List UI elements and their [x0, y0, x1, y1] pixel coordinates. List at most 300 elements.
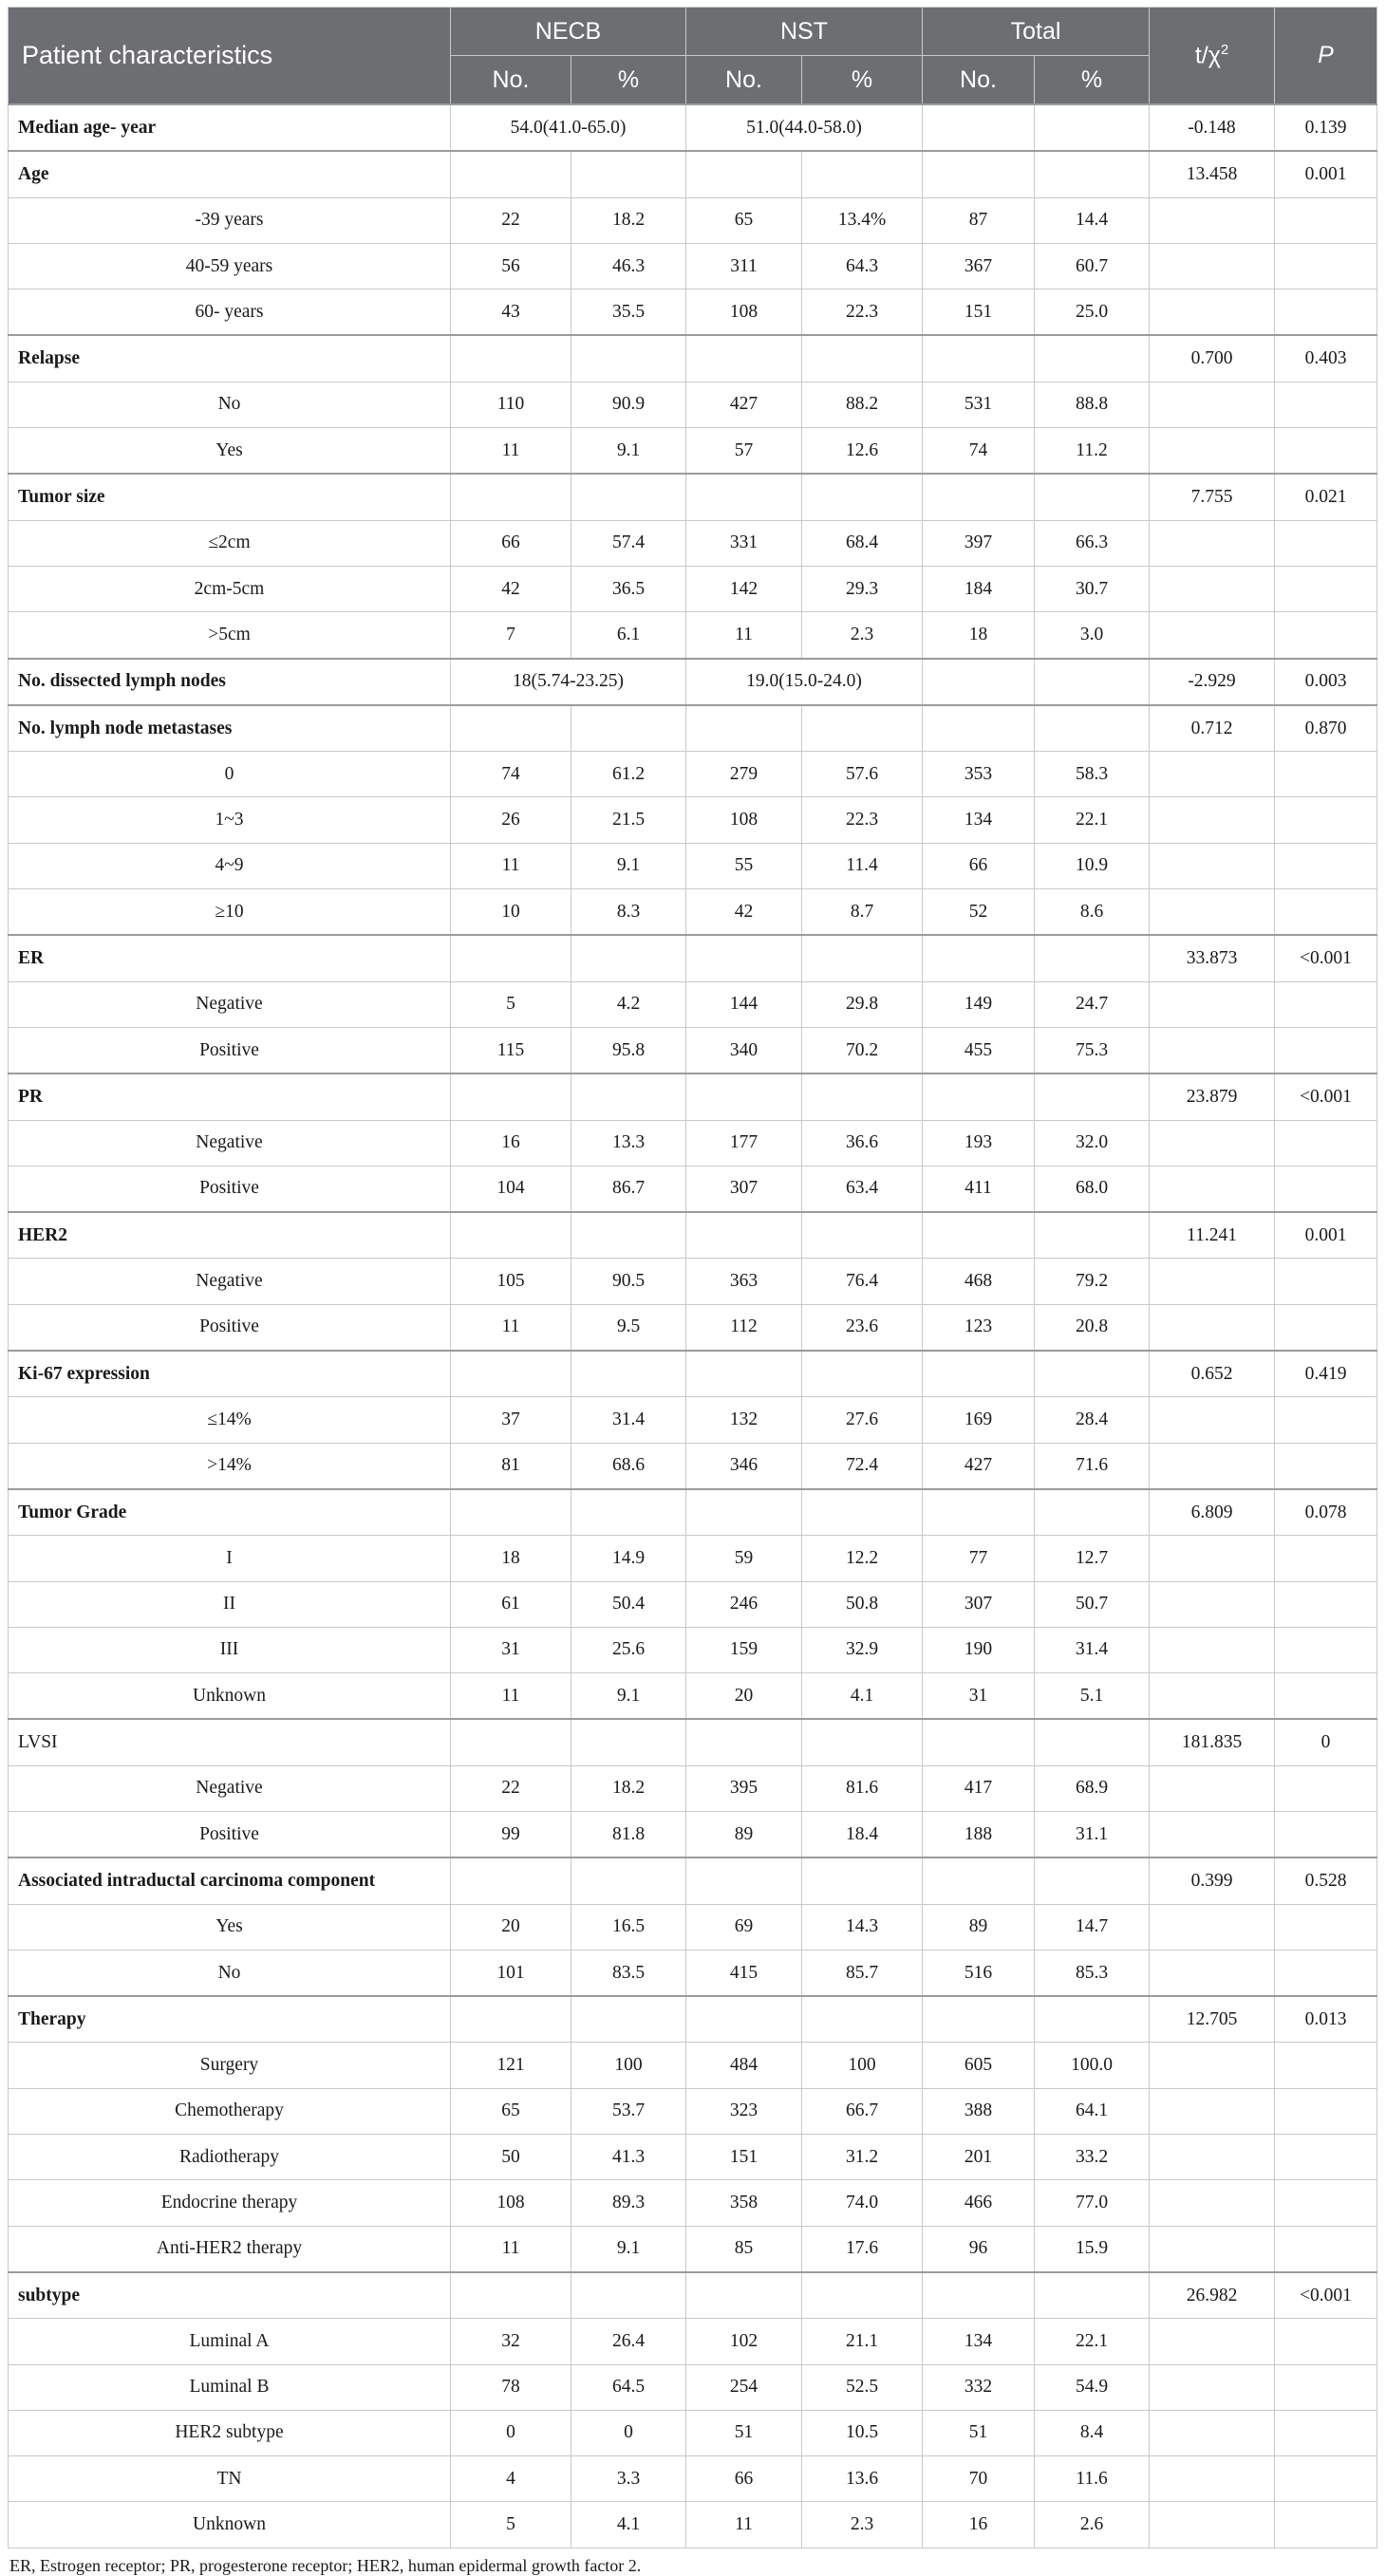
- section-row: [9, 705, 1377, 752]
- row-sublabel: Luminal B: [9, 2364, 451, 2410]
- cell-necb-no: 101: [451, 1950, 571, 1996]
- cell-total-no: 123: [923, 1304, 1035, 1351]
- cell-necb-no: [451, 935, 571, 981]
- cell-necb-pct: 53.7: [571, 2088, 686, 2134]
- cell-nst-no: [686, 1719, 802, 1765]
- table-row: [9, 2180, 1377, 2226]
- cell-p-value: [1275, 752, 1377, 797]
- cell-total-pct: 68.0: [1035, 1166, 1150, 1212]
- row-sublabel: III: [9, 1627, 451, 1672]
- cell-p-value: [1275, 797, 1377, 843]
- cell-statistic: 0.652: [1150, 1351, 1275, 1397]
- row-sublabel: Anti-HER2 therapy: [9, 2226, 451, 2272]
- cell-necb-no: 105: [451, 1259, 571, 1304]
- table-row: [9, 612, 1377, 659]
- cell-necb-no: 50: [451, 2135, 571, 2180]
- cell-p-value: [1275, 1027, 1377, 1073]
- cell-p-value: [1275, 1397, 1377, 1443]
- cell-total-no: 427: [923, 1443, 1035, 1489]
- cell-total-pct: [1035, 1996, 1150, 2043]
- cell-necb-no: [451, 1351, 571, 1397]
- cell-statistic: [1150, 2043, 1275, 2088]
- cell-statistic: [1150, 1166, 1275, 1212]
- cell-nst-pct: 27.6: [802, 1397, 923, 1443]
- cell-necb-pct: 6.1: [571, 612, 686, 659]
- cell-total-no: 31: [923, 1673, 1035, 1720]
- cell-nst-pct: 29.8: [802, 981, 923, 1027]
- cell-necb-no: 42: [451, 566, 571, 611]
- cell-statistic: 6.809: [1150, 1489, 1275, 1536]
- table-row: [9, 2043, 1377, 2088]
- cell-necb-summary: 54.0(41.0-65.0): [451, 104, 686, 151]
- cell-p-value: [1275, 612, 1377, 659]
- cell-nst-summary: 51.0(44.0-58.0): [686, 104, 923, 151]
- cell-p-value: [1275, 1166, 1377, 1212]
- cell-nst-pct: 85.7: [802, 1950, 923, 1996]
- cell-nst-pct: [802, 151, 923, 197]
- cell-total-pct: 66.3: [1035, 520, 1150, 566]
- cell-total-no: 16: [923, 2502, 1035, 2548]
- cell-necb-pct: 89.3: [571, 2180, 686, 2226]
- table-row: [9, 1304, 1377, 1351]
- cell-necb-no: 16: [451, 1120, 571, 1166]
- table-row: [9, 1581, 1377, 1627]
- table-row: [9, 197, 1377, 243]
- cell-nst-no: 112: [686, 1304, 802, 1351]
- cell-nst-no: 55: [686, 843, 802, 888]
- header-necb-no: No.: [451, 56, 571, 105]
- cell-necb-pct: 4.2: [571, 981, 686, 1027]
- cell-nst-pct: 12.2: [802, 1536, 923, 1581]
- cell-necb-no: 104: [451, 1166, 571, 1212]
- cell-nst-pct: [802, 1073, 923, 1120]
- cell-necb-pct: 4.1: [571, 2502, 686, 2548]
- cell-necb-no: [451, 1489, 571, 1536]
- cell-p-value: 0.403: [1275, 335, 1377, 382]
- cell-total-no: 468: [923, 1259, 1035, 1304]
- cell-nst-no: 108: [686, 797, 802, 843]
- cell-nst-no: [686, 1489, 802, 1536]
- cell-nst-pct: 72.4: [802, 1443, 923, 1489]
- cell-necb-no: 110: [451, 382, 571, 427]
- row-sublabel: 4~9: [9, 843, 451, 888]
- cell-nst-no: [686, 1351, 802, 1397]
- cell-necb-pct: 31.4: [571, 1397, 686, 1443]
- cell-total-no: [923, 104, 1035, 151]
- cell-total-pct: 54.9: [1035, 2364, 1150, 2410]
- section-row: [9, 1719, 1377, 1765]
- cell-p-value: [1275, 981, 1377, 1027]
- table-row: [9, 382, 1377, 427]
- section-row: [9, 151, 1377, 197]
- cell-p-value: [1275, 1673, 1377, 1720]
- table-row: [9, 1166, 1377, 1212]
- cell-nst-no: 65: [686, 197, 802, 243]
- table-body: [9, 104, 1377, 2548]
- table-row: [9, 2319, 1377, 2364]
- row-sublabel: >5cm: [9, 612, 451, 659]
- cell-nst-pct: [802, 335, 923, 382]
- cell-necb-pct: 25.6: [571, 1627, 686, 1672]
- cell-total-pct: 5.1: [1035, 1673, 1150, 1720]
- cell-total-pct: 20.8: [1035, 1304, 1150, 1351]
- cell-total-no: [923, 335, 1035, 382]
- section-row: [9, 1073, 1377, 1120]
- cell-total-pct: 22.1: [1035, 797, 1150, 843]
- row-sublabel: I: [9, 1536, 451, 1581]
- cell-total-no: 516: [923, 1950, 1035, 1996]
- cell-nst-no: [686, 705, 802, 752]
- cell-total-pct: [1035, 2272, 1150, 2319]
- cell-nst-pct: 57.6: [802, 752, 923, 797]
- cell-statistic: 23.879: [1150, 1073, 1275, 1120]
- cell-necb-no: 20: [451, 1904, 571, 1950]
- cell-total-no: 367: [923, 243, 1035, 289]
- section-row: [9, 104, 1377, 151]
- cell-total-no: [923, 659, 1035, 705]
- cell-necb-pct: [571, 935, 686, 981]
- section-row: [9, 2272, 1377, 2319]
- row-sublabel: 1~3: [9, 797, 451, 843]
- cell-statistic: 26.982: [1150, 2272, 1275, 2319]
- section-row: [9, 1996, 1377, 2043]
- cell-nst-no: 346: [686, 1443, 802, 1489]
- cell-p-value: 0.001: [1275, 1212, 1377, 1259]
- cell-total-pct: 85.3: [1035, 1950, 1150, 1996]
- cell-total-no: 18: [923, 612, 1035, 659]
- cell-total-pct: 14.4: [1035, 197, 1150, 243]
- cell-total-pct: 14.7: [1035, 1904, 1150, 1950]
- cell-total-pct: 15.9: [1035, 2226, 1150, 2272]
- header-group-necb: NECB: [451, 8, 686, 56]
- cell-total-no: 52: [923, 889, 1035, 936]
- cell-total-no: [923, 935, 1035, 981]
- cell-nst-pct: 74.0: [802, 2180, 923, 2226]
- row-label: Tumor Grade: [9, 1489, 451, 1536]
- cell-nst-no: 11: [686, 612, 802, 659]
- cell-statistic: [1150, 428, 1275, 475]
- cell-nst-no: [686, 1212, 802, 1259]
- cell-necb-summary: 18(5.74-23.25): [451, 659, 686, 705]
- cell-necb-no: 108: [451, 2180, 571, 2226]
- cell-nst-no: 144: [686, 981, 802, 1027]
- section-row: [9, 1351, 1377, 1397]
- cell-necb-no: 115: [451, 1027, 571, 1073]
- cell-p-value: [1275, 243, 1377, 289]
- table-row: [9, 1811, 1377, 1857]
- cell-total-no: [923, 1857, 1035, 1904]
- table-row: [9, 2502, 1377, 2548]
- cell-total-pct: 30.7: [1035, 566, 1150, 611]
- cell-statistic: [1150, 1536, 1275, 1581]
- cell-statistic: [1150, 2502, 1275, 2548]
- cell-nst-pct: 13.6: [802, 2456, 923, 2502]
- cell-p-value: 0: [1275, 1719, 1377, 1765]
- cell-nst-no: 484: [686, 2043, 802, 2088]
- cell-nst-no: 311: [686, 243, 802, 289]
- cell-total-no: 134: [923, 797, 1035, 843]
- row-sublabel: Positive: [9, 1166, 451, 1212]
- cell-statistic: [1150, 797, 1275, 843]
- cell-nst-no: 358: [686, 2180, 802, 2226]
- row-label: Tumor size: [9, 474, 451, 520]
- cell-p-value: [1275, 382, 1377, 427]
- cell-total-pct: 50.7: [1035, 1581, 1150, 1627]
- cell-statistic: 12.705: [1150, 1996, 1275, 2043]
- cell-nst-pct: [802, 1719, 923, 1765]
- table-row: [9, 289, 1377, 336]
- cell-nst-no: 89: [686, 1811, 802, 1857]
- cell-necb-no: [451, 1996, 571, 2043]
- cell-necb-no: 121: [451, 2043, 571, 2088]
- cell-nst-no: 254: [686, 2364, 802, 2410]
- cell-statistic: [1150, 1950, 1275, 1996]
- cell-p-value: [1275, 1627, 1377, 1672]
- row-label: HER2: [9, 1212, 451, 1259]
- cell-necb-no: 11: [451, 843, 571, 888]
- cell-necb-pct: 68.6: [571, 1443, 686, 1489]
- row-label: Median age- year: [9, 104, 451, 151]
- cell-necb-no: 11: [451, 428, 571, 475]
- cell-total-pct: 3.0: [1035, 612, 1150, 659]
- cell-p-value: [1275, 197, 1377, 243]
- cell-necb-no: 5: [451, 2502, 571, 2548]
- cell-total-no: 51: [923, 2410, 1035, 2455]
- cell-nst-pct: 36.6: [802, 1120, 923, 1166]
- cell-nst-pct: [802, 1489, 923, 1536]
- cell-p-value: <0.001: [1275, 1073, 1377, 1120]
- cell-total-pct: 2.6: [1035, 2502, 1150, 2548]
- cell-total-no: 96: [923, 2226, 1035, 2272]
- cell-necb-pct: [571, 1719, 686, 1765]
- cell-nst-no: 66: [686, 2456, 802, 2502]
- cell-p-value: [1275, 2135, 1377, 2180]
- cell-total-pct: 28.4: [1035, 1397, 1150, 1443]
- cell-p-value: [1275, 889, 1377, 936]
- table-row: [9, 889, 1377, 936]
- cell-necb-no: 37: [451, 1397, 571, 1443]
- cell-total-no: 466: [923, 2180, 1035, 2226]
- cell-p-value: [1275, 428, 1377, 475]
- cell-necb-no: 81: [451, 1443, 571, 1489]
- cell-total-no: [923, 474, 1035, 520]
- cell-statistic: [1150, 2319, 1275, 2364]
- cell-total-pct: [1035, 335, 1150, 382]
- cell-p-value: [1275, 2180, 1377, 2226]
- cell-total-pct: 12.7: [1035, 1536, 1150, 1581]
- cell-p-value: [1275, 1811, 1377, 1857]
- table-row: [9, 981, 1377, 1027]
- row-sublabel: Endocrine therapy: [9, 2180, 451, 2226]
- table-footnote: ER, Estrogen receptor; PR, progesterone receptor; HER2, human epidermal growth factor 2.: [9, 2555, 642, 2575]
- cell-nst-pct: 22.3: [802, 797, 923, 843]
- cell-nst-pct: [802, 2272, 923, 2319]
- section-row: [9, 935, 1377, 981]
- table-row: [9, 1443, 1377, 1489]
- cell-necb-no: 7: [451, 612, 571, 659]
- row-sublabel: 60- years: [9, 289, 451, 336]
- row-label: subtype: [9, 2272, 451, 2319]
- cell-necb-pct: 36.5: [571, 566, 686, 611]
- cell-total-pct: 25.0: [1035, 289, 1150, 336]
- cell-nst-pct: 22.3: [802, 289, 923, 336]
- cell-statistic: [1150, 889, 1275, 936]
- table-row: [9, 1627, 1377, 1672]
- cell-total-no: 531: [923, 382, 1035, 427]
- cell-p-value: [1275, 1950, 1377, 1996]
- header-group-total: Total: [923, 8, 1150, 56]
- cell-total-no: [923, 1489, 1035, 1536]
- table-row: [9, 1904, 1377, 1950]
- row-label: No. lymph node metastases: [9, 705, 451, 752]
- cell-nst-pct: 32.9: [802, 1627, 923, 1672]
- cell-p-value: 0.528: [1275, 1857, 1377, 1904]
- cell-statistic: [1150, 1811, 1275, 1857]
- row-sublabel: Positive: [9, 1811, 451, 1857]
- cell-necb-no: 4: [451, 2456, 571, 2502]
- cell-necb-no: [451, 1073, 571, 1120]
- cell-total-pct: 32.0: [1035, 1120, 1150, 1166]
- cell-total-no: 307: [923, 1581, 1035, 1627]
- cell-statistic: 0.399: [1150, 1857, 1275, 1904]
- row-sublabel: Radiotherapy: [9, 2135, 451, 2180]
- cell-total-no: 149: [923, 981, 1035, 1027]
- cell-necb-pct: 21.5: [571, 797, 686, 843]
- row-sublabel: Surgery: [9, 2043, 451, 2088]
- cell-total-pct: [1035, 659, 1150, 705]
- cell-total-no: [923, 1719, 1035, 1765]
- cell-nst-pct: [802, 1996, 923, 2043]
- cell-p-value: [1275, 843, 1377, 888]
- cell-total-no: 605: [923, 2043, 1035, 2088]
- cell-necb-pct: 3.3: [571, 2456, 686, 2502]
- cell-p-value: [1275, 2088, 1377, 2134]
- cell-necb-pct: 9.5: [571, 1304, 686, 1351]
- cell-necb-pct: 86.7: [571, 1166, 686, 1212]
- row-sublabel: Negative: [9, 1120, 451, 1166]
- cell-necb-pct: 95.8: [571, 1027, 686, 1073]
- cell-necb-no: 43: [451, 289, 571, 336]
- cell-statistic: [1150, 197, 1275, 243]
- cell-total-pct: [1035, 1073, 1150, 1120]
- cell-nst-no: 51: [686, 2410, 802, 2455]
- header-statistic: [1150, 8, 1275, 105]
- cell-total-no: 188: [923, 1811, 1035, 1857]
- cell-statistic: -2.929: [1150, 659, 1275, 705]
- cell-necb-no: 0: [451, 2410, 571, 2455]
- cell-necb-pct: [571, 2272, 686, 2319]
- cell-total-pct: [1035, 104, 1150, 151]
- cell-statistic: [1150, 520, 1275, 566]
- cell-necb-pct: 41.3: [571, 2135, 686, 2180]
- row-label: Ki-67 expression: [9, 1351, 451, 1397]
- cell-nst-no: 42: [686, 889, 802, 936]
- section-row: [9, 1857, 1377, 1904]
- header-statistic-sup: 2: [1220, 41, 1229, 58]
- cell-necb-pct: [571, 705, 686, 752]
- cell-necb-pct: [571, 1489, 686, 1536]
- cell-necb-pct: [571, 1351, 686, 1397]
- cell-necb-pct: 57.4: [571, 520, 686, 566]
- cell-necb-no: 22: [451, 197, 571, 243]
- cell-nst-no: 331: [686, 520, 802, 566]
- cell-p-value: [1275, 2319, 1377, 2364]
- cell-p-value: [1275, 2364, 1377, 2410]
- cell-necb-no: 10: [451, 889, 571, 936]
- row-sublabel: Yes: [9, 1904, 451, 1950]
- cell-nst-no: 108: [686, 289, 802, 336]
- cell-total-pct: 31.4: [1035, 1627, 1150, 1672]
- cell-total-pct: 75.3: [1035, 1027, 1150, 1073]
- cell-necb-no: [451, 1212, 571, 1259]
- cell-total-no: [923, 151, 1035, 197]
- cell-p-value: [1275, 1304, 1377, 1351]
- cell-necb-pct: 9.1: [571, 2226, 686, 2272]
- cell-total-no: 455: [923, 1027, 1035, 1073]
- table-row: [9, 2456, 1377, 2502]
- cell-total-no: 184: [923, 566, 1035, 611]
- cell-nst-pct: 12.6: [802, 428, 923, 475]
- cell-total-pct: 71.6: [1035, 1443, 1150, 1489]
- cell-nst-no: [686, 474, 802, 520]
- cell-statistic: 0.700: [1150, 335, 1275, 382]
- cell-p-value: 0.021: [1275, 474, 1377, 520]
- cell-total-pct: 22.1: [1035, 2319, 1150, 2364]
- cell-necb-pct: 9.1: [571, 1673, 686, 1720]
- cell-necb-no: 31: [451, 1627, 571, 1672]
- cell-necb-no: [451, 151, 571, 197]
- row-sublabel: HER2 subtype: [9, 2410, 451, 2455]
- cell-total-pct: 64.1: [1035, 2088, 1150, 2134]
- header-p-value: P: [1275, 8, 1377, 105]
- cell-nst-no: 69: [686, 1904, 802, 1950]
- cell-p-value: [1275, 1904, 1377, 1950]
- table-row: [9, 2135, 1377, 2180]
- cell-p-value: [1275, 2226, 1377, 2272]
- cell-necb-no: [451, 474, 571, 520]
- cell-nst-pct: [802, 935, 923, 981]
- cell-total-no: 66: [923, 843, 1035, 888]
- cell-nst-no: 363: [686, 1259, 802, 1304]
- cell-total-no: 74: [923, 428, 1035, 475]
- cell-statistic: [1150, 1304, 1275, 1351]
- cell-nst-pct: 66.7: [802, 2088, 923, 2134]
- cell-statistic: [1150, 1027, 1275, 1073]
- cell-p-value: [1275, 289, 1377, 336]
- row-sublabel: ≥10: [9, 889, 451, 936]
- cell-nst-pct: 100: [802, 2043, 923, 2088]
- cell-necb-pct: 90.9: [571, 382, 686, 427]
- cell-nst-no: [686, 1857, 802, 1904]
- cell-p-value: 0.419: [1275, 1351, 1377, 1397]
- cell-total-no: 201: [923, 2135, 1035, 2180]
- cell-statistic: [1150, 1443, 1275, 1489]
- cell-nst-pct: 81.6: [802, 1765, 923, 1811]
- cell-p-value: [1275, 2502, 1377, 2548]
- table-row: [9, 520, 1377, 566]
- cell-nst-pct: 10.5: [802, 2410, 923, 2455]
- cell-total-pct: 24.7: [1035, 981, 1150, 1027]
- cell-nst-no: 279: [686, 752, 802, 797]
- row-sublabel: 2cm-5cm: [9, 566, 451, 611]
- header-nst-no: No.: [686, 56, 802, 105]
- cell-necb-pct: 18.2: [571, 1765, 686, 1811]
- row-sublabel: Luminal A: [9, 2319, 451, 2364]
- cell-necb-no: 66: [451, 520, 571, 566]
- table-row: [9, 428, 1377, 475]
- section-row: [9, 474, 1377, 520]
- cell-p-value: 0.139: [1275, 104, 1377, 151]
